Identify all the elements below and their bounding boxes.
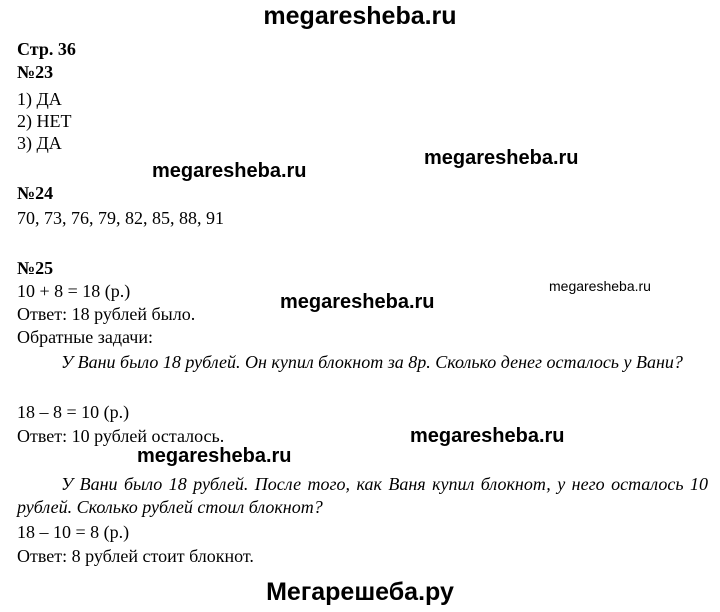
watermark-bottom: Мегарешеба.ру	[266, 578, 454, 606]
watermark-top: megaresheba.ru	[263, 2, 457, 30]
task-25-title: №25	[17, 258, 54, 278]
task-23-answer: 2) НЕТ	[17, 111, 72, 131]
reverse-problem-2: У Вани было 18 рублей. После того, как Ваня купил блокнот, у него осталось 10 рублей. Сколько рублей стоил блокнот?	[17, 474, 708, 517]
watermark: megaresheba.ru	[549, 278, 651, 294]
task-25-equation: 18 – 10 = 8 (р.)	[17, 522, 130, 542]
watermark: megaresheba.ru	[410, 425, 565, 447]
watermark: megaresheba.ru	[137, 445, 292, 467]
task-23-answer: 3) ДА	[17, 133, 62, 153]
task-23-answer: 1) ДА	[17, 89, 62, 109]
reverse-problem-1: У Вани было 18 рублей. Он купил блокнот за 8р. Сколько денег осталось у Вани?	[61, 352, 683, 372]
task-24-sequence: 70, 73, 76, 79, 82, 85, 88, 91	[17, 208, 224, 228]
task-23-title: №23	[17, 62, 54, 82]
watermark: megaresheba.ru	[280, 291, 435, 313]
watermark: megaresheba.ru	[152, 160, 307, 182]
task-25-equation: 18 – 8 = 10 (р.)	[17, 402, 130, 422]
watermark: megaresheba.ru	[424, 147, 579, 169]
task-25-answer: Ответ: 8 рублей стоит блокнот.	[17, 546, 254, 566]
task-25-answer: Ответ: 18 рублей было.	[17, 304, 196, 324]
reverse-tasks-label: Обратные задачи:	[17, 327, 153, 347]
task-24-title: №24	[17, 183, 54, 203]
task-25-answer: Ответ: 10 рублей осталось.	[17, 426, 225, 446]
task-25-equation: 10 + 8 = 18 (р.)	[17, 281, 131, 301]
page-number: Стр. 36	[17, 39, 76, 59]
